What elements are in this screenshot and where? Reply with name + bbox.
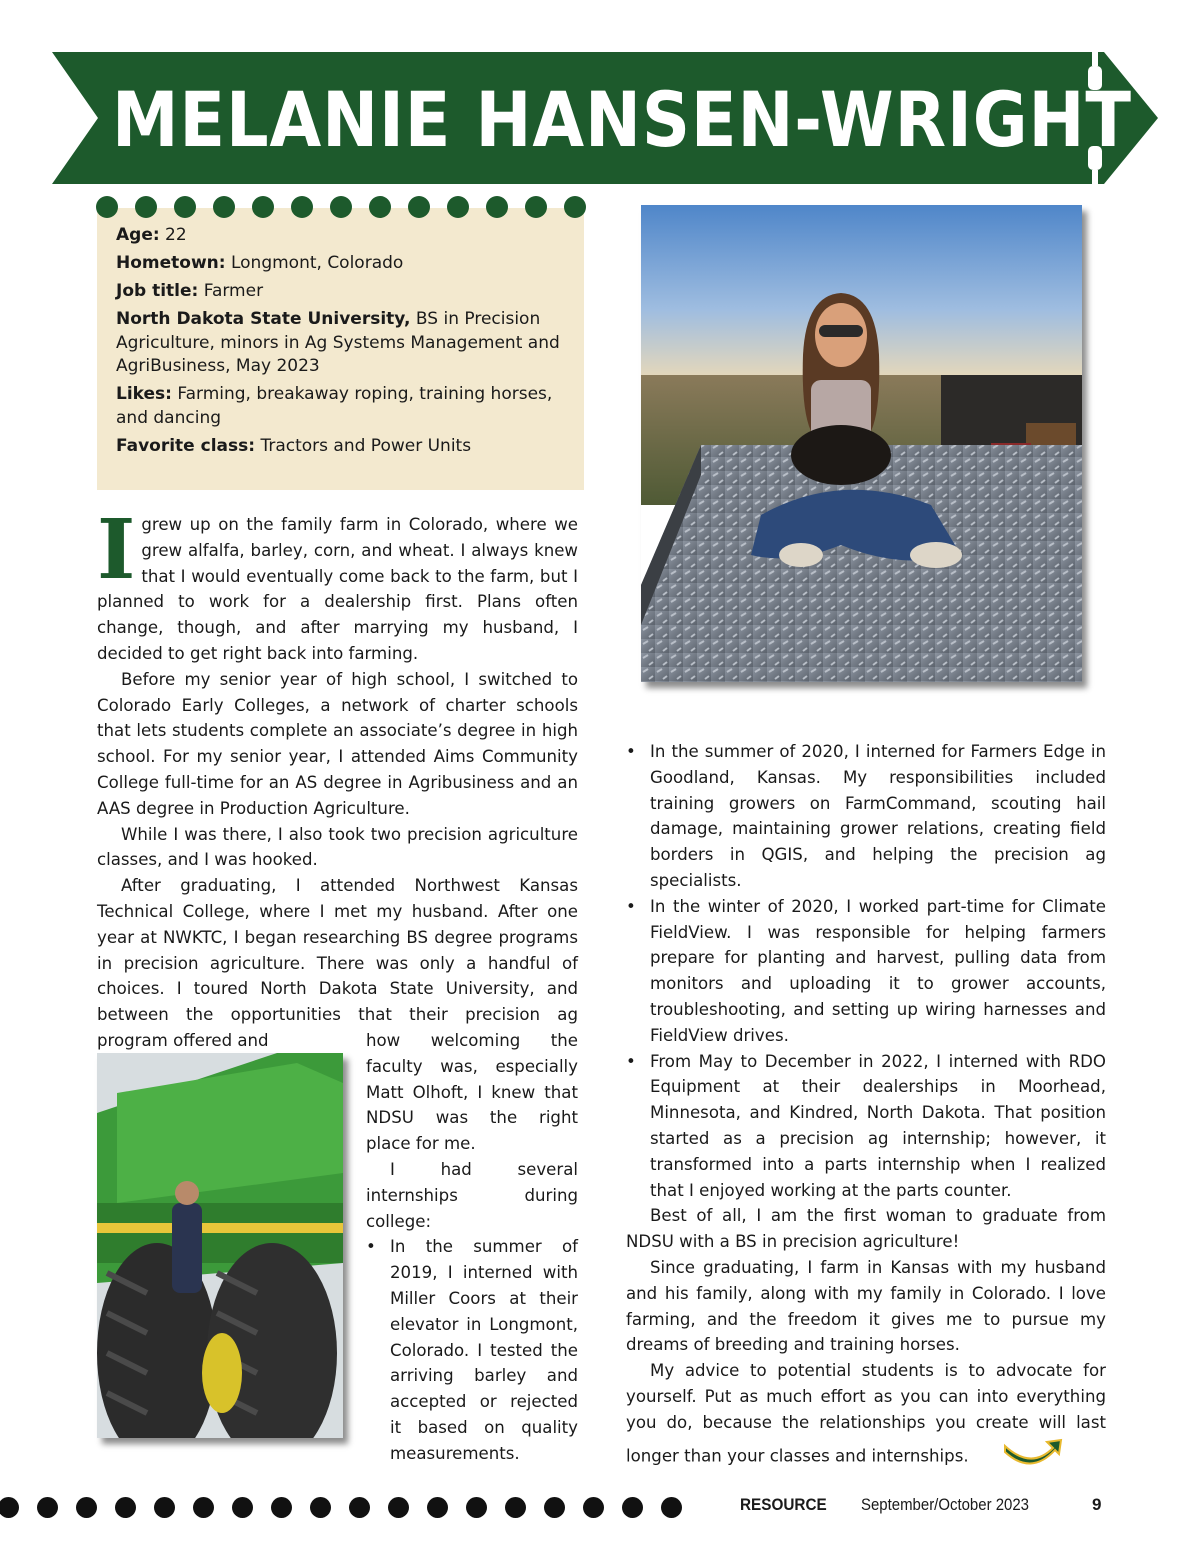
- photo-woman-on-truck: [641, 205, 1082, 682]
- favorite-class-line: [116, 435, 576, 459]
- end-mark-arrow-icon: [977, 1436, 1063, 1478]
- profile-box: [97, 208, 584, 490]
- bullet-item-4: [626, 1049, 1106, 1204]
- bullet-1-text: In the summer of 2019, I interned with Miller Coors at their elevator in Longmont, Colorado. I tested the arriving barley and accepted or rejected it based on quality measurements.: [390, 1237, 578, 1463]
- paragraph-8: [626, 1358, 1106, 1477]
- paragraph-6: Best of all, I am the first woman to graduate from NDSU with a BS in precision agriculture!: [626, 1206, 1106, 1252]
- decorative-dot-row: [96, 196, 586, 218]
- bullet-4-text: From May to December in 2022, I interned with RDO Equipment at their dealerships in Moorhead, Minnesota, and Kindred, North Dakota. That position started as a precision ag internship; however, it transformed into a parts internship when I realized that I enjoyed working at the parts counter.: [650, 1051, 1106, 1200]
- paragraph-1: [97, 502, 578, 667]
- article-column-left-top: [97, 502, 578, 1054]
- page-title: MELANIE HANSEN-WRIGHT: [112, 75, 1132, 164]
- footer-publication-name: RESOURCE: [740, 1495, 827, 1514]
- paragraph-1-text: grew up on the family farm in Colorado, where we grew alfalfa, barley, corn, and wheat. I always knew that I would eventually come back to the farm, but I planned to work for a dealership first. Plans often change, though, and after marrying my husband, I decided to get right back into farming.: [97, 515, 578, 663]
- paragraph-4a: After graduating, I attended Northwest Kansas Technical College, where I met my husband. After one year at NWKTC, I began researching BS degree programs in precision agriculture. There was only a handful of choices. I toured North Dakota State University, and between the opportunities that their precision ag program offered and: [97, 876, 578, 1050]
- article-column-right: [626, 739, 1106, 1477]
- bullet-glyph: •: [626, 896, 636, 916]
- drop-cap: I: [97, 502, 136, 598]
- bullet-item-2: [626, 739, 1106, 894]
- paragraph-5: I had several internships during college:: [366, 1159, 578, 1231]
- school-label: North Dakota State University,: [116, 309, 411, 329]
- bullet-glyph: •: [366, 1237, 376, 1257]
- school-line: [116, 308, 576, 379]
- likes-line: [116, 383, 576, 430]
- age-label: Age:: [116, 225, 160, 245]
- bullet-glyph: •: [626, 1051, 636, 1071]
- footer-page-number: 9: [1092, 1495, 1102, 1514]
- school-value: BS in Precision Agriculture, minors in Ag Systems Management and AgriBusiness, May 2023: [116, 309, 560, 376]
- paragraph-3: While I was there, I also took two precision agriculture classes, and I was hooked.: [97, 824, 578, 870]
- footer-issue-date: September/October 2023: [861, 1495, 1029, 1514]
- hometown-value: Longmont, Colorado: [225, 253, 404, 273]
- likes-value: Farming, breakaway roping, training horses, and dancing: [116, 384, 553, 428]
- bullet-item-1: [366, 1234, 578, 1466]
- footer-dot-row: [0, 1497, 682, 1518]
- favorite-class-label: Favorite class:: [116, 435, 256, 456]
- photo-combine-tires: [97, 1053, 343, 1438]
- paragraph-7: Since graduating, I farm in Kansas with my husband and his family, along with my family in Colorado. I love farming, and the freedom it gives me to pursue my dreams of breeding and training horses.: [626, 1257, 1106, 1355]
- bullet-glyph: •: [626, 742, 636, 761]
- paragraph-2: Before my senior year of high school, I switched to Colorado Early Colleges, a network of charter schools that lets students complete an associate’s degree in high school. For my senior year, I attended Aims Community College full-time for an AS degree in Agribusiness and an AAS degree in Production Agriculture.: [97, 669, 578, 818]
- favorite-class-value: Tractors and Power Units: [255, 435, 472, 456]
- job-label: Job title:: [116, 281, 199, 301]
- age-line: [116, 224, 576, 248]
- job-value: Farmer: [198, 281, 264, 301]
- hometown-line: [116, 252, 576, 276]
- likes-label: Likes:: [116, 384, 172, 404]
- paragraph-4b: how welcoming the faculty was, especially Matt Olhoft, I knew that NDSU was the right place for me.: [366, 1031, 578, 1154]
- bullet-2-text: In the summer of 2020, I interned for Farmers Edge in Goodland, Kansas. My responsibilities included training growers on FarmCommand, scouting hail damage, maintaining grower relations, creating field borders in QGIS, and helping the precision ag specialists.: [650, 742, 1106, 890]
- bullet-item-3: [626, 894, 1106, 1049]
- paragraph-8-text: My advice to potential students is to advocate for yourself. Put as much effort as you can into everything you do, because the relationships you create will last longer than your classes and internships.: [626, 1361, 1106, 1465]
- job-line: [116, 280, 576, 304]
- age-value: 22: [159, 225, 187, 245]
- bullet-3-text: In the winter of 2020, I worked part-time for Climate FieldView. I was responsible for helping farmers prepare for planting and harvest, pulling data from monitors and uploading it to grower accounts, troubleshooting, and setting up wiring harnesses and FieldView drives.: [650, 896, 1106, 1045]
- hometown-label: Hometown:: [116, 253, 226, 273]
- article-column-left-wrap: [366, 1028, 578, 1467]
